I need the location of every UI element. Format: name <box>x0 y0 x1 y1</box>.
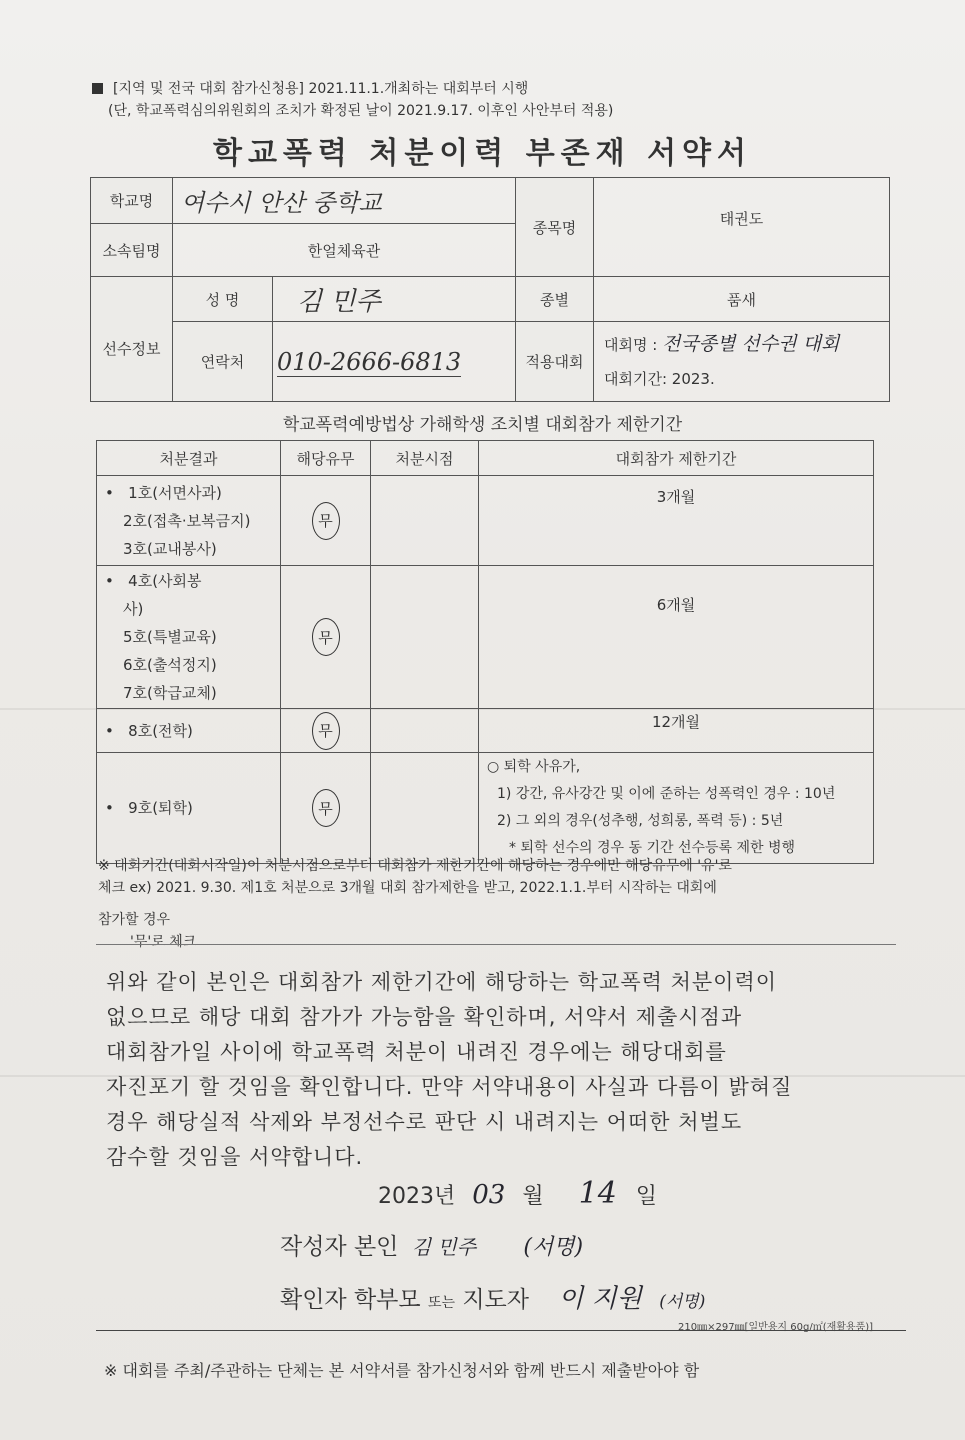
pledge-line: 감수할 것임을 서약합니다. <box>106 1145 364 1169</box>
checkbox-mark[interactable]: 무 <box>312 502 340 540</box>
header-result: 처분결과 <box>97 441 281 476</box>
date-cell <box>371 709 479 753</box>
divider <box>90 401 890 402</box>
pledge-line: 위와 같이 본인은 대회참가 제한기간에 해당하는 학교폭력 처분이력이 <box>106 970 778 994</box>
square-bullet-icon <box>92 83 103 94</box>
pledge-line: 자진포기 할 것임을 확인합니다. 만약 서약내용이 사실과 다름이 밝혀질 <box>106 1075 793 1099</box>
list-item: • 4호(사회봉 <box>105 572 202 590</box>
date-cell <box>371 476 479 566</box>
expulsion-case-2: 2) 그 외의 경우(성추행, 성희롱, 폭력 등) : 5년 <box>497 813 784 829</box>
note-line-1: ※ 대회기간(대회시작일)이 처분시점으로부터 대회참가 제한기간에 해당하는 경우에만 해당유무에 '유'로 <box>98 858 732 874</box>
confirmer-row <box>280 1278 705 1315</box>
period-cell: 12개월 <box>479 709 874 753</box>
list-item: 5호(특별교육) <box>123 628 217 646</box>
header-date: 처분시점 <box>371 441 479 476</box>
month-value: 03 <box>472 1180 506 1210</box>
divider <box>96 1330 906 1331</box>
checkbox-mark[interactable]: 무 <box>312 618 340 656</box>
notice-line-2: (단, 학교폭력심의위원회의 조치가 확정된 날이 2021.9.17. 이후인 사안부터 적용) <box>108 103 614 119</box>
checkbox-mark[interactable]: 무 <box>312 789 340 827</box>
school-label: 학교명 <box>91 178 173 224</box>
divider <box>96 944 896 945</box>
confirmer-label: 확인자 학부모 <box>280 1287 421 1313</box>
footer-note: ※ 대회를 주최/주관하는 단체는 본 서약서를 참가신청서와 함께 반드시 제출받아야 함 <box>104 1361 700 1380</box>
header-period: 대회참가 제한기간 <box>479 441 874 476</box>
list-item: 6호(출석정지) <box>123 656 217 674</box>
period-cell <box>479 753 874 864</box>
list-item: 사) <box>123 600 144 618</box>
section-title: 학교폭력예방법상 가해학생 조치별 대회참가 제한기간 <box>282 415 683 435</box>
meet-period: 대회기간: 2023. <box>604 370 715 388</box>
expulsion-case-1: 1) 강간, 유사강간 및 이에 준하는 성폭력인 경우 : 10년 <box>497 786 836 802</box>
document-title: 학교폭력 처분이력 부존재 서약서 <box>212 136 753 171</box>
contact-value: 010-2666-6813 <box>273 322 516 402</box>
confirmer-signature: (서명) <box>659 1292 706 1312</box>
notice-line-1: [지역 및 전국 대회 참가신청용] 2021.11.1.개최하는 대회부터 시행 <box>92 78 528 98</box>
pledge-line: 없으므로 해당 대회 참가가 가능함을 확인하며, 서약서 제출시점과 <box>106 1005 743 1029</box>
disposition-table <box>96 440 874 864</box>
team-value: 한얼체육관 <box>173 224 516 277</box>
pledge-line: 경우 해당실적 삭제와 부정선수로 판단 시 내려지는 어떠한 처벌도 <box>106 1110 743 1134</box>
instructor-label: 지도자 <box>462 1287 529 1313</box>
period-cell: 6개월 <box>479 566 874 709</box>
list-item: 7호(학급교체) <box>123 684 217 702</box>
expulsion-reason: ○ 퇴학 사유가, <box>487 759 581 775</box>
contact-label: 연락처 <box>173 322 273 402</box>
or-label: 또는 <box>427 1295 455 1311</box>
note-line-2: 체크 ex) 2021. 9.30. 제1호 처분으로 3개월 대회 참가제한을 받고, 2022.1.1.부터 시작하는 대회에 <box>98 880 717 896</box>
applied-meet-value <box>594 322 890 402</box>
list-item: 2호(접촉·보복금지) <box>123 511 251 530</box>
category-value: 품새 <box>594 277 890 322</box>
applicable-cell <box>281 709 371 753</box>
table-row <box>97 753 874 864</box>
list-item: 3호(교내봉사) <box>123 539 217 558</box>
pledge-text <box>106 965 886 1175</box>
note-line-3: 참가할 경우 <box>98 912 171 928</box>
header-applicable: 해당유무 <box>281 441 371 476</box>
event-label: 종목명 <box>516 178 594 277</box>
date-cell <box>371 753 479 864</box>
date-cell <box>371 566 479 709</box>
author-signature: (서명) <box>523 1235 584 1260</box>
confirmer-name: 이 지원 <box>558 1284 642 1314</box>
disposition-cell <box>97 566 281 709</box>
pledge-date: 2023년 03 월 14 일 <box>378 1176 658 1211</box>
day-value: 14 <box>578 1176 617 1211</box>
name-value: 김 민주 <box>273 277 516 322</box>
pledge-line: 대회참가일 사이에 학교폭력 처분이 내려진 경우에는 해당대회를 <box>106 1040 727 1064</box>
school-value: 여수시 안산 중학교 <box>173 178 516 224</box>
table-row <box>97 709 874 753</box>
applied-meet-label: 적용대회 <box>516 322 594 402</box>
info-table <box>90 177 890 402</box>
list-item: • 9호(퇴학) <box>105 799 193 817</box>
applicable-cell <box>281 476 371 566</box>
period-cell: 3개월 <box>479 476 874 566</box>
list-item: • 8호(전학) <box>105 721 193 740</box>
table-row <box>97 566 874 709</box>
table-row <box>97 476 874 566</box>
author-row <box>280 1228 583 1261</box>
author-name: 김 민주 <box>411 1235 477 1259</box>
name-label: 성 명 <box>173 277 273 322</box>
checkbox-mark[interactable]: 무 <box>312 712 340 750</box>
player-info-label: 선수정보 <box>91 277 173 402</box>
list-item: • 1호(서면사과) <box>105 483 222 502</box>
meet-name-row: 대회명 : 전국종별 선수권 대회 <box>604 333 840 355</box>
category-label: 종별 <box>516 277 594 322</box>
applicable-cell <box>281 566 371 709</box>
note-line-4: '무'로 체크 <box>130 934 197 950</box>
team-label: 소속팀명 <box>91 224 173 277</box>
paper-spec: 210㎜×297㎜[일반용지 60g/㎡(재활용품)] <box>678 1322 874 1333</box>
event-value: 태권도 <box>594 178 890 277</box>
applicable-cell <box>281 753 371 864</box>
expulsion-note: * 퇴학 선수의 경우 동 기간 선수등록 제한 병행 <box>509 840 796 856</box>
disposition-cell <box>97 709 281 753</box>
disposition-cell <box>97 476 281 566</box>
author-label: 작성자 본인 <box>280 1234 399 1260</box>
disposition-cell <box>97 753 281 864</box>
